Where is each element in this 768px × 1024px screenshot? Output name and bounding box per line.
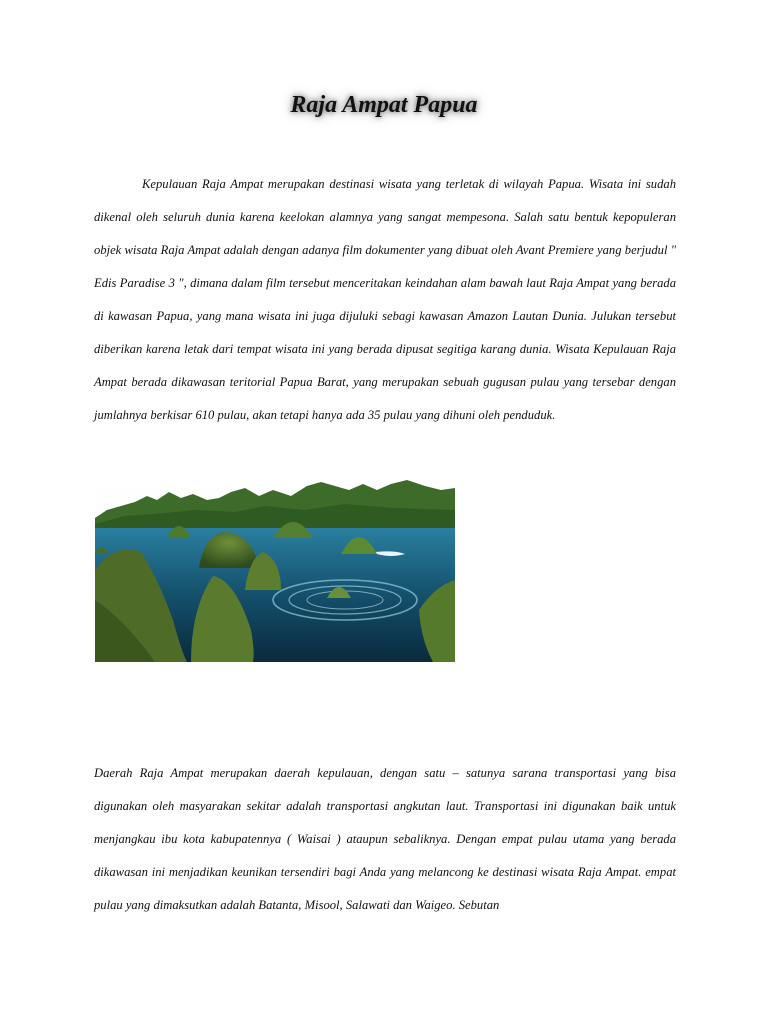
paragraph-intro: Kepulauan Raja Ampat merupakan destinasi wisata yang terletak di wilayah Papua. Wisata ini sudah dikenal oleh seluruh dunia karena keelokan alamnya yang sangat mempesona. Salah satu bentuk kepopuleran objek wisata Raja Ampat adalah dengan adanya film dokumenter yang dibuat oleh Avant Premiere yang berjudul " Edis Paradise 3 ", dimana dalam film tersebut menceritakan keindahan alam bawah laut Raja Ampat yang berada di kawasan Papua, yang mana wisata ini juga dijuluki sebagi kawasan Amazon Lautan Dunia. Julukan tersebut diberikan karena letak dari tempat wisata ini yang berada dipusat segitiga karang dunia. Wisata Kepulauan Raja Ampat berada dikawasan teritorial Papua Barat, yang merupakan sebuah gugusan pulau yang tersebar dengan jumlahnya berkisar 610 pulau, akan tetapi hanya ada 35 pulau yang dihuni oleh penduduk. [94, 177, 676, 422]
page-title: Raja Ampat Papua [290, 92, 478, 118]
raja-ampat-photo [95, 480, 455, 662]
paragraph-transport: Daerah Raja Ampat merupakan daerah kepulauan, dengan satu – satunya sarana transportasi yang bisa digunakan oleh masyarakan sekitar adalah transportasi angkutan laut. Transportasi ini digunakan baik untuk menjangkau ibu kota kabupatennya ( Waisai ) ataupun sebaliknya. Dengan empat pulau utama yang berada dikawasan ini menjadikan keunikan tersendiri bagi Anda yang melancong ke destinasi wisata Raja Ampat. empat pulau yang dimaksutkan adalah Batanta, Misool, Salawati dan Waigeo. Sebutan [94, 766, 676, 912]
